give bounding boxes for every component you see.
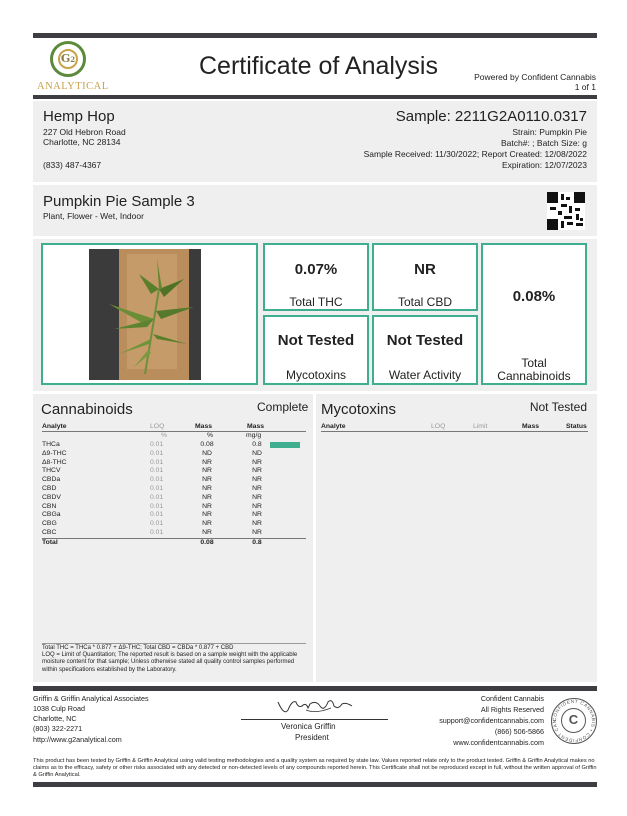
myco-col-analyte: Analyte — [321, 423, 346, 430]
analyte-cell: CBDa — [42, 476, 61, 484]
mass-pct-cell: NR — [202, 485, 212, 492]
loq-cell: 0.01 — [150, 502, 164, 510]
table-row — [42, 520, 312, 529]
signature-line — [241, 719, 388, 720]
col-analyte-header: Analyte — [42, 423, 67, 430]
analyte-cell: THCV — [42, 467, 61, 475]
powered-by: Powered by Confident Cannabis — [474, 72, 596, 82]
sample-id: Sample: 2211G2A0110.0317 — [395, 108, 587, 125]
lab-phone: (803) 322-2271 — [33, 724, 83, 733]
qr-code[interactable] — [547, 192, 585, 230]
mass-pct-cell: NR — [202, 458, 212, 466]
loq-cell: 0.01 — [150, 449, 164, 457]
lab-name: Griffin & Griffin Analytical Associates — [33, 694, 149, 703]
mass-pct-cell: NR — [202, 511, 212, 519]
mass-pct-cell: NR — [202, 529, 212, 536]
mycotoxins-title: Mycotoxins — [321, 401, 397, 418]
signer-title: President — [295, 733, 329, 742]
col-mass-mg-header: Mass — [247, 423, 265, 430]
mass-mg-cell: NR — [252, 520, 262, 528]
analyte-cell: CBC — [42, 529, 57, 536]
analyte-cell: THCa — [42, 441, 60, 448]
sample-batch: Batch#: ; Batch Size: g — [501, 138, 587, 148]
mass-bar — [270, 442, 300, 448]
mycotoxins-label: Mycotoxins — [285, 368, 347, 382]
table-row — [42, 503, 312, 512]
table-row — [42, 467, 312, 476]
disclaimer: This product has been tested by Griffin & Griffin Analytical using valid testing methodologies and a quality system as required by state law. Values reported relate only to the product tested. Griffin & Griffin Analytical makes no claims as to the efficacy, safety or other risks associated with any detected or non-detected levels of any compounds reported herein. This Certificate shall not be reproduced except in full, without the written approval of Griffin & Griffin Analytical. — [33, 758, 597, 779]
lab-address1: 1038 Culp Road — [33, 704, 85, 713]
header-rule — [33, 95, 597, 99]
myco-col-status: Status — [566, 423, 587, 430]
sample-dates: Sample Received: 11/30/2022; Report Created: 12/08/2022 — [363, 149, 587, 159]
total-thc-box — [263, 243, 369, 311]
mass-mg-cell: NR — [252, 476, 262, 484]
mass-pct-cell: NR — [202, 502, 212, 510]
lab-logo — [50, 41, 86, 77]
mass-pct-cell: NR — [202, 520, 212, 528]
client-address-line2: Charlotte, NC 28134 — [43, 137, 121, 147]
total-mass-mg: 0.8 — [252, 539, 262, 546]
footer-rule — [33, 686, 597, 691]
confident-cannabis-seal — [551, 698, 597, 744]
cc-email-link[interactable]: support@confidentcannabis.com — [439, 716, 544, 725]
mass-mg-cell: NR — [252, 502, 262, 510]
cannabis-flower-image — [89, 249, 201, 380]
analyte-cell: Δ9-THC — [42, 449, 67, 457]
unit-mass-pct: % — [207, 432, 214, 439]
mass-pct-cell: NR — [202, 467, 212, 475]
analyte-cell: CBD — [42, 485, 57, 492]
loq-cell: 0.01 — [150, 493, 164, 501]
mass-mg-cell: NR — [252, 493, 262, 501]
page-title: Certificate of Analysis — [199, 52, 438, 80]
myco-col-limit: Limit — [473, 423, 488, 430]
client-name: Hemp Hop — [43, 108, 115, 125]
mass-mg-cell: 0.8 — [252, 441, 262, 448]
table-row — [42, 511, 312, 520]
cc-website-link[interactable]: www.confidentcannabis.com — [453, 738, 544, 747]
total-thc-label: Total THC — [289, 295, 343, 309]
loq-cell: 0.01 — [150, 476, 164, 484]
myco-header-divider — [321, 431, 588, 432]
logo-g2-mark: G2 — [58, 49, 78, 69]
top-rule — [33, 33, 597, 38]
mass-pct-cell: NR — [202, 476, 212, 484]
loq-cell: 0.01 — [150, 511, 164, 519]
sample-photo — [89, 249, 201, 380]
total-cannabinoids-box — [481, 243, 587, 385]
bottom-rule — [33, 782, 597, 787]
total-row — [42, 539, 312, 548]
analyte-cell: CBGa — [42, 511, 61, 519]
cannabinoids-notes: Total THC = THCa * 0.877 + Δ9-THC; Total CBD = CBDa * 0.877 + CBD LOQ = Limit of Quantitation; The reported result is based on a sample weight with the applicable moisture content for that sample; Unless otherwise stated all quality control samples performed within specifications established by the Laboratory. — [42, 645, 298, 673]
mycotoxins-value: Not Tested — [277, 332, 355, 349]
water-activity-label: Water Activity — [388, 368, 462, 382]
mass-mg-cell: NR — [252, 458, 262, 466]
table-row — [42, 476, 312, 485]
col-mass-pct-header: Mass — [195, 423, 213, 430]
analyte-cell: Δ8-THC — [42, 458, 67, 466]
mycotoxins-status: Not Tested — [529, 400, 587, 414]
page-number: 1 of 1 — [574, 82, 596, 92]
lab-address2: Charlotte, NC — [33, 714, 77, 723]
table-row — [42, 494, 312, 503]
loq-cell: 0.01 — [150, 467, 164, 475]
loq-cell: 0.01 — [150, 441, 164, 448]
table-row — [42, 441, 312, 450]
product-name: Pumpkin Pie Sample 3 — [43, 193, 195, 210]
cannabinoids-status: Complete — [257, 400, 309, 414]
table-row — [42, 485, 312, 494]
water-activity-box — [372, 315, 478, 385]
total-cbd-box — [372, 243, 478, 311]
mycotoxins-panel — [316, 394, 597, 682]
header-divider — [42, 431, 306, 432]
seal-c-mark: C — [568, 712, 579, 727]
total-cbd-value: NR — [414, 261, 436, 278]
loq-cell: 0.01 — [150, 458, 164, 466]
sample-strain: Strain: Pumpkin Pie — [512, 127, 587, 137]
product-type: Plant, Flower - Wet, Indoor — [43, 211, 144, 221]
analyte-cell: CBG — [42, 520, 57, 528]
unit-mass-mg: mg/g — [246, 432, 262, 439]
cc-name: Confident Cannabis — [480, 694, 544, 703]
client-address-line1: 227 Old Hebron Road — [43, 127, 126, 137]
notes-divider — [42, 643, 306, 644]
table-row — [42, 459, 312, 468]
mass-pct-cell: ND — [202, 449, 212, 457]
mycotoxins-box — [263, 315, 369, 385]
mass-mg-cell: NR — [252, 511, 262, 519]
seal-inner-ring — [561, 708, 586, 733]
lab-website-link[interactable]: http://www.g2analytical.com — [33, 735, 122, 744]
client-phone: (833) 487-4367 — [43, 160, 102, 170]
total-thc-value: 0.07% — [294, 261, 338, 278]
table-row — [42, 450, 312, 459]
loq-cell: 0.01 — [150, 529, 164, 536]
total-cbd-label: Total CBD — [397, 295, 453, 309]
unit-loq: % — [161, 432, 168, 439]
total-analyte: Total — [42, 539, 58, 546]
sample-expiration: Expiration: 12/07/2023 — [501, 160, 587, 170]
analyte-cell: CBDV — [42, 493, 61, 501]
mass-pct-cell: 0.08 — [200, 441, 214, 448]
loq-cell: 0.01 — [150, 485, 164, 492]
total-cannabinoids-label: Total Cannabinoids — [497, 356, 571, 383]
water-activity-value: Not Tested — [386, 332, 464, 349]
signer-name: Veronica Griffin — [281, 722, 336, 731]
cc-rights: All Rights Reserved — [480, 705, 544, 714]
myco-col-loq: LOQ — [431, 423, 446, 430]
table-row — [42, 529, 312, 538]
mass-mg-cell: ND — [252, 449, 262, 457]
cc-phone: (866) 506-5866 — [494, 727, 544, 736]
mass-pct-cell: NR — [202, 493, 212, 501]
loq-cell: 0.01 — [150, 520, 164, 528]
svg-text:CONFIDENT CANNABIS • CONFIDENT: CONFIDENT CANNABIS • CONFIDENT CAN — [551, 698, 596, 743]
total-cannabinoids-value: 0.08% — [512, 288, 556, 305]
cannabinoids-title: Cannabinoids — [41, 401, 133, 418]
mass-mg-cell: NR — [252, 485, 262, 492]
analyte-cell: CBN — [42, 502, 57, 510]
myco-col-mass: Mass — [522, 423, 540, 430]
mass-mg-cell: NR — [252, 467, 262, 475]
mass-mg-cell: NR — [252, 529, 262, 536]
total-mass-pct: 0.08 — [200, 539, 214, 546]
logo-text: ANALYTICAL — [37, 81, 109, 92]
col-loq-header: LOQ — [150, 423, 165, 430]
